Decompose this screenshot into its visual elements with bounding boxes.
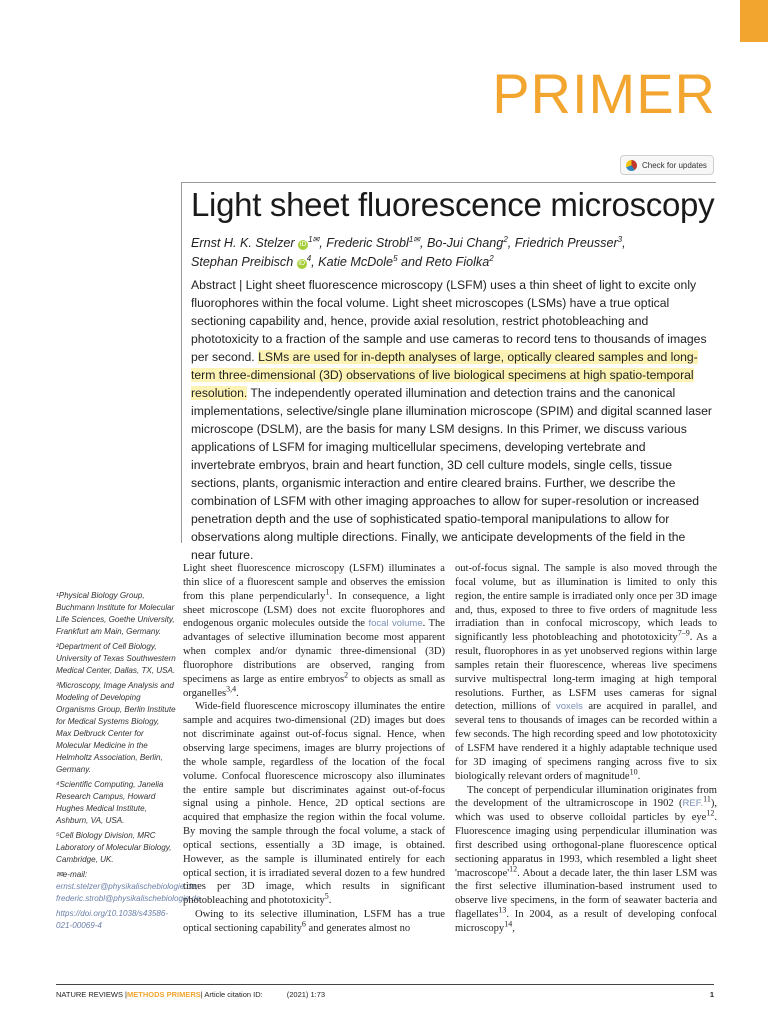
citation-ref[interactable]: 6	[301, 919, 306, 929]
author-affiliation: 2	[503, 234, 508, 244]
citation-ref[interactable]: 12	[509, 864, 518, 874]
citation-ref[interactable]: 2	[344, 670, 349, 680]
author-affiliation: 1✉	[308, 234, 320, 244]
abstract-highlight: LSMs are used for in-depth analyses of large, optically cleared samples and long-term three-dimensional (3D) observations of live biological specimens at high spatio-temporal resolution.	[191, 350, 698, 400]
citation-ref[interactable]: 1	[325, 587, 330, 597]
top-accent-bar	[740, 0, 768, 42]
author-affiliation: 5	[393, 253, 398, 263]
author-name: Stephan Preibisch	[191, 255, 294, 269]
author-line-2	[191, 253, 711, 272]
paragraph: The concept of perpendicular illumination originates from the development of the ultramicroscope in 1902 (REF.$^{11}$), which was used to observe colloidal particles by eye$^{12}$. Fluorescence imaging using perpendicular illumination was first described using orthogonal-plane fluorescence optical sectioning apparatus in 1993, which resembled a light sheet '$macroscope'^{12}$. About a decade later, the thin laser LSM was the first selective illumination-based instrument used to observe live specimens, in the form of seawater bacteria and flagellates$^{13}$. In 2004, as a result of developing confocal microscopy$^{14}$,	[455, 784, 717, 934]
citation-ref[interactable]: 7–9	[677, 628, 690, 638]
article-title: Light sheet fluorescence microscopy	[191, 186, 715, 223]
citation-ref[interactable]: 3,4	[226, 684, 237, 694]
author-affiliation: 2	[489, 253, 494, 263]
citation-label: | Article citation ID:	[200, 990, 263, 999]
affiliation: ²Department of Cell Biology, University of Texas Southwestern Medical Center, Dallas, TX, USA.	[56, 642, 176, 675]
abstract	[191, 276, 713, 564]
citation-ref[interactable]: 13	[498, 905, 507, 915]
author-affiliation: 4	[306, 253, 312, 263]
affiliations-sidebar	[56, 590, 201, 935]
body-column-2	[455, 562, 717, 936]
citation-ref[interactable]: 10	[629, 767, 638, 777]
affiliation: ³Microscopy, Image Analysis and Modeling of Developing Organisms Group, Berlin Institute for Medical Systems Biology, Max Delbruck Center for Molecular Medicine in the Helmholtz Association, Berlin, Germany.	[56, 681, 176, 774]
paragraph: out-of-focus signal. The sample is also moved through the focal volume, but as illumination is limited to only this region, the entire sample is irradiated only once per 3D image and, thus, exposed to three to five orders of magnitude less irradiation than in confocal microscopy, which leads to significantly less photobleaching and phototoxicity$^{7-9}$. As a result, fluorophores in as yet unobserved regions within large samples retain their fluorescence, whereas live specimens survive multispectral long-term imaging at high temporal resolutions. Further, as LSFM uses cameras for signal detection, millions of voxels are acquired in parallel, and several tens to thousands of images can be recorded within a few seconds. The high recording speed and low phototoxicity of LSFM have rendered it a highly adaptable technique used for 3D imaging of specimens ranging across five to six biologically relevant orders of magnitude$^{10}$.	[455, 563, 717, 782]
orcid-icon[interactable]: iD	[298, 260, 306, 267]
section-label: PRIMER	[492, 62, 716, 125]
author-name: and Reto Fiolka	[397, 255, 490, 269]
doi-link[interactable]: https://doi.org/10.1038/s43586-021-00069-4	[56, 909, 169, 930]
paragraph: Light sheet fluorescence microscopy (LSFM) illuminates a thin slice of a fluorescent sample and observes the emission from this plane perpendicularly$^1$. In consequence, a light sheet microscope (LSM) does not excite fluorophores and endogenous organic molecules outside the focal volume. The advantages of selective illumination become most apparent when complex and/or dynamic three-dimensional (3D) fluorophore distributions are observed, ranging from specimens as large as entire embryos$^2$ to objects as small as organelles$^{3,4}$.	[183, 563, 445, 699]
journal-name: NATURE REVIEWS |	[56, 990, 127, 999]
check-for-updates-button[interactable]	[620, 155, 714, 175]
ref-link[interactable]: REF.	[682, 798, 704, 810]
citation-ref[interactable]: 14	[504, 919, 513, 929]
author-name: Ernst H. K. Stelzer	[191, 236, 295, 250]
author-name: , Frederic Strobl	[319, 236, 409, 250]
author-list	[191, 234, 711, 272]
affiliation: ¹Physical Biology Group, Buchmann Institute for Molecular Life Sciences, Goethe University, Frankfurt am Main, Germany.	[56, 591, 175, 636]
citation-ref[interactable]: 5	[324, 891, 329, 901]
author-name: , Friedrich Preusser	[507, 236, 618, 250]
author-separator: ,	[622, 236, 626, 250]
email-label: ✉e-mail:	[56, 870, 88, 879]
email-link[interactable]: ernst.stelzer@physikalischebiologie.de; frederic.strobl@physikalischebiologie.de	[56, 882, 201, 903]
citation-ref[interactable]: 11	[703, 794, 711, 804]
affiliation: ⁵Cell Biology Division, MRC Laboratory of Molecular Biology, Cambridge, UK.	[56, 831, 172, 864]
journal-series: METHODS PRIMERS	[126, 990, 201, 999]
abstract-text: Abstract | Light sheet fluorescence microscopy (LSFM) uses a thin sheet of light to excite only fluorophores within the focal volume. Light sheet microscopes (LSMs) have a true optical sectioning capability and, hence, provide axial resolution, restrict photobleaching and phototoxicity to a fraction of the sample and use cameras to record tens to thousands of images per second.	[191, 278, 707, 364]
author-name: , Katie McDole	[311, 255, 394, 269]
author-affiliation: 3	[617, 234, 623, 244]
glossary-term[interactable]: focal volume	[368, 618, 423, 630]
abstract-text: The independently operated illumination and detection trains and the canonical implementations, selective/single plane illumination microscope (SPIM) and digital scanned laser microscope (DSLM), are the basis for many LSM designs. In this Primer, we discuss various applications of LSFM for imaging multicellular specimens, developing vertebrate and invertebrate embryos, brain and heart function, 3D cell culture models, single cells, tissue sections, plants, organismic interaction and entire cleared brains. Further, we describe the combination of LSFM with other imaging approaches to allow for super-resolution or increased penetration depth and the use of sophisticated spatio-temporal manipulations to allow for observations along multiple directions. Finally, we anticipate developments of the field in the near future.	[191, 386, 712, 562]
paragraph: Wide-field fluorescence microscopy illuminates the entire sample and acquires two-dimensional (2D) images but does not discriminate against out-of-focus signal. Hence, when observing large specimens, images are blurry projections of the whole sample, regardless of the location of the focal volume. Confocal fluorescence microscopy also illuminates the entire sample but discriminates against out-of-focus signal using a pinhole. Hence, 2D optical sections are acquired that emphasize the region within the focal volume. By moving the sample through the focal volume, a stack of optical sections, essentially a 3D image, is obtained. However, as the sample is illuminated entirely for each optical section, it is irradiated several dozen to a few hundred times per 3D image, which results in significant photobleaching and phototoxicity$^5$.	[183, 701, 445, 907]
check-for-updates-label: Check for updates	[642, 160, 707, 170]
author-name: , Bo-Jui Chang	[420, 236, 504, 250]
paragraph: Owing to its selective illumination, LSFM has a true optical sectioning capability$^6$ and generates almost no	[183, 909, 445, 934]
page-number: 1	[709, 990, 714, 999]
citation-year: (2021) 1:73	[286, 990, 326, 999]
glossary-term[interactable]: voxels	[555, 701, 583, 713]
body-column-1	[183, 562, 445, 936]
page-footer	[56, 984, 714, 999]
crossmark-icon	[626, 160, 637, 171]
email	[56, 869, 201, 905]
orcid-icon[interactable]: iD	[299, 241, 307, 248]
citation-ref[interactable]: 12	[706, 808, 715, 818]
author-line-1	[191, 234, 711, 253]
author-affiliation: 1✉	[408, 234, 420, 244]
affiliation: ⁴Scientific Computing, Janelia Research Campus, Howard Hughes Medical Institute, Ashburn, VA, USA.	[56, 780, 164, 825]
